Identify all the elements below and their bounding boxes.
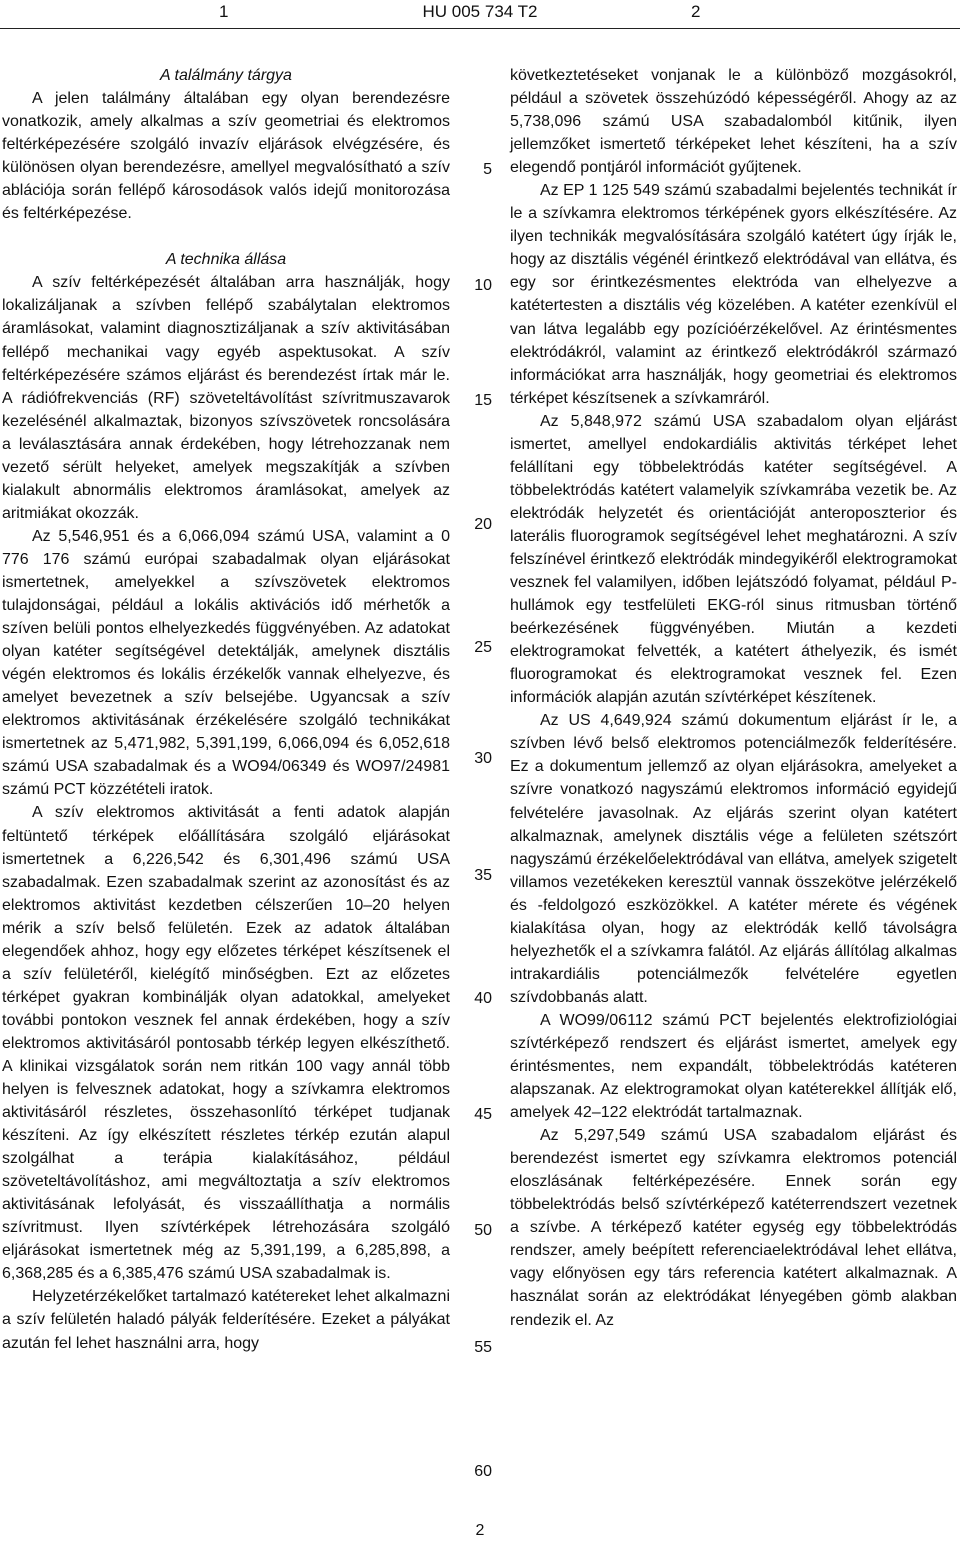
line-number: 35 bbox=[474, 867, 492, 884]
line-number: 10 bbox=[474, 277, 492, 294]
left-column bbox=[2, 64, 450, 1355]
paragraph: A jelen találmány általában egy olyan berendezésre vonatkozik, amely alkalmas a szív geometriai és elektromos feltérképezésére szolgáló invazív eljárások elvégzésére, és különösen olyan berendezésre, amellyel megvalósítható a szív ablációja során fellépő károsodások valós idejű monitorozása és feltérképezése. bbox=[2, 90, 450, 223]
page-header bbox=[0, 0, 960, 30]
header-rule bbox=[0, 28, 960, 29]
section-heading-prior-art: A technika állása bbox=[165, 251, 287, 269]
right-column bbox=[510, 64, 957, 1332]
line-number: 25 bbox=[474, 639, 492, 656]
document-id: HU 005 734 T2 bbox=[422, 2, 538, 21]
paragraph: Helyzetérzékelőket tartalmazó katétereket lehet alkalmazni a szív felületén haladó pályák felderítésére. Ezeket a pályákat azután fel lehet használni arra, hogy bbox=[2, 1288, 450, 1352]
paragraph: A WO99/06112 számú PCT bejelentés elektrofiziológiai szívtérképező rendszert és eljárást ismertet, amelyek egy érintésmentes, nem expandált, többelektródás katéteren alapszanak. Az elektrogramokat olyan katéterekkel állítják elő, amelyek 42–122 elektródát tartalmaznak. bbox=[510, 1011, 957, 1122]
line-number: 45 bbox=[474, 1106, 492, 1123]
line-number: 15 bbox=[474, 392, 492, 409]
paragraph: Az 5,546,951 és a 6,066,094 számú USA, valamint a 0 776 176 számú európai szabadalmak olyan eljárásokat ismertetnek, amelyekkel a szívszövetek elektromos tulajdonságai, például a lokális aktivációs idő mérhetők a szíven belüli pontos elhelyezkedés függvényében. Az adatokat olyan katéter segítségével detektálják, amelynek disztális végén elektromos és lokális érzékelők vannak elhelyezve, és amelyet bevezetnek a szív belsejébe. Ugyancsak a szív elektromos aktivitásának érzékelésére szolgáló technikákat ismertetnek az 5,471,982, 5,391,199, 6,066,094 és 6,052,618 számú USA szabadalmak és a WO94/06349 és WO97/24981 számú PCT közzétételi iratok. bbox=[2, 527, 450, 799]
paragraph: következtetéseket vonjanak le a különböző mozgásokról, például a szövetek összehúzódó képességéről. Ahogy az az 5,738,096 számú USA szabadalomból kitűnik, ilyen jellemzőket ismertető térképeket lehet készíteni, ha a szív elegendő pontjáról információt gyűjtenek. bbox=[510, 67, 957, 177]
page-footer-number: 2 bbox=[475, 1522, 485, 1539]
line-number: 20 bbox=[474, 516, 492, 533]
paragraph: A szív elektromos aktivitását a fenti adatok alapján feltüntető térképek előállítására szolgáló eljárásokat ismertetnek a 6,226,542 és 6,301,496 számú USA szabadalmak. Ezen szabadalmak szerint az azonosítást és az elektromos aktivitást kezdetben célszerűen 10–20 helyen mérik a szív belső felületén. Ezek az adatok általában elegendőek ahhoz, hogy egy előzetes térképet készítsenek el a szív felületéről, kielégítő minőségben. Ezt az előzetes térképet gyakran kombinálják olyan adatokkal, amelyeket további pontokon vesznek fel annak érdekében, hogy a szív elektromos aktivitásáról pontosabb térkép legyen elkészíthető. A klinikai vizsgálatok során nem ritkán 100 vagy annál több helyen is felvesznek adatokat, hogy a szívkamra elektromos aktivitásáról részletes, összehasonlító térképet tudjanak készíteni. Az így elkészített részletes térkép ezután alapul szolgálhat a terápia kialakításához, például szöveteltávolításhoz, ami megváltoztatja a szív elektromos aktivitásának lefolyását, és visszaállíthatja a normális szívritmust. Ilyen szívtérképek létrehozására szolgáló eljárásokat ismertetnek még az 5,391,199, a 6,285,898, a 6,368,285 és a 6,385,476 számú USA szabadalmak is. bbox=[2, 804, 450, 1283]
paragraph: Az 5,297,549 számú USA szabadalom eljárást és berendezést ismertet egy szívkamra elektromos potenciál eloszlásának feltérképezésére. Ennek során egy többelektródás belső szívtérképező katéterrendszert vezetnek a szívbe. A térképező katéter egység egy többelektródás rendszer, amely beépített referenciaelektródával lehet ellátva, vagy előnyösen egy társ referencia katétert alkalmaznak. A használat során az elektródákat lényegében gömb alakban rendezik el. Az bbox=[510, 1127, 957, 1329]
line-number: 30 bbox=[474, 750, 492, 767]
page-number-left: 1 bbox=[219, 2, 229, 21]
paragraph: Az US 4,649,924 számú dokumentum eljárást ír le, a szívben lévő belső elektromos potenciálmezők felderítésére. Ez a dokumentum jellemző az olyan eljárásokra, amelyeket a szívre vonatkozó nagyszámú elektromos információ egyidejű felvételére javasolnak. Az eljárás szerint olyan katétert alkalmaznak, amelynek disztális vége a felületen szétszórt nagyszámú érzékelőelektródával van ellátva, amelyek szigetelt villamos vezetékeken keresztül vannak összekötve jelérzékelő és -feldolgozó eszközökkel. A katéter mérete és végének kialakítása olyan, hogy az elektródák kellő távolságra helyezhetők el a szívkamra falától. Az eljárás állítólag alkalmas intrakardiális potenciálmezők felvételére egyetlen szívdobbanás alatt. bbox=[510, 712, 957, 1006]
paragraph: A szív feltérképezését általában arra használják, hogy lokalizáljanak a szívben fellépő szabálytalan elektromos áramlásokat, valamint diagnosztizáljanak a szív aktivitásában fellépő mechanikai vagy egyéb aspektusokat. A szív feltérképezésére számos eljárást és berendezést írtak már le. A rádiófrekvenciás (RF) szöveteltávolítást szívritmuszavarok kezelésénél alkalmaztak, bizonyos szívszövetek roncsolására a leválasztására annak érdekében, hogy létrehozzanak nem vezető sérült helyeket, amelyek megszakítják a szívben kialakult abnormális elektromos áramlásokat, amelyek az aritmiákat okozzák. bbox=[2, 274, 450, 522]
page-number-right: 2 bbox=[691, 2, 701, 21]
paragraph: Az 5,848,972 számú USA szabadalom olyan eljárást ismertet, amellyel endokardiális aktivitás térképet lehet felállítani egy többelektródás katéter segítségével. A többelektródás katétert valamelyik szívkamrába vezetik be. Az elektródák helyzetét és orientációját anteroposzterior és laterális fluorogramok segítségével lehet meghatározni. A szív felszínével érintkező elektródák mindegyikéről elektrogramokat vesznek fel valamilyen, időben lejátszódó folyamat, például P-hullámok egy testfelületi EKG-ról sinus ritmusban történő beérkezésének függvényében. Miután a kezdeti elektrogramokat felvették, a katétert áthelyezik, és ismét fluorogramokat és elektrogramokat vesznek fel. Ezen információk alapján azután szívtérképet készítenek. bbox=[510, 412, 957, 707]
line-number: 55 bbox=[474, 1339, 492, 1356]
paragraph: Az EP 1 125 549 számú szabadalmi bejelentés technikát ír le a szívkamra elektromos térképének gyors elkészítésére. Az ilyen technikák megvalósítására szolgáló katétert úgy írják le, hogy az disztális végénél érintkező elektródával van ellátva, és egy sor érintkezésmentes elektróda van elhelyezve a katétertesten a disztális vég közelében. A katéter ezenkívül el van látva legalább egy pozícióérzékelővel. Az érintésmentes elektródákról, valamint az érintkező elektródákról származó információkat arra használják, hogy geometriai és elektromos térképet készítsenek a szívkamráról. bbox=[510, 182, 957, 407]
line-number: 5 bbox=[483, 161, 492, 178]
section-heading-field-of-invention: A találmány tárgya bbox=[160, 67, 292, 84]
line-number: 60 bbox=[474, 1463, 492, 1480]
line-number: 50 bbox=[474, 1222, 492, 1239]
spacer bbox=[2, 225, 450, 248]
line-number: 40 bbox=[474, 990, 492, 1007]
